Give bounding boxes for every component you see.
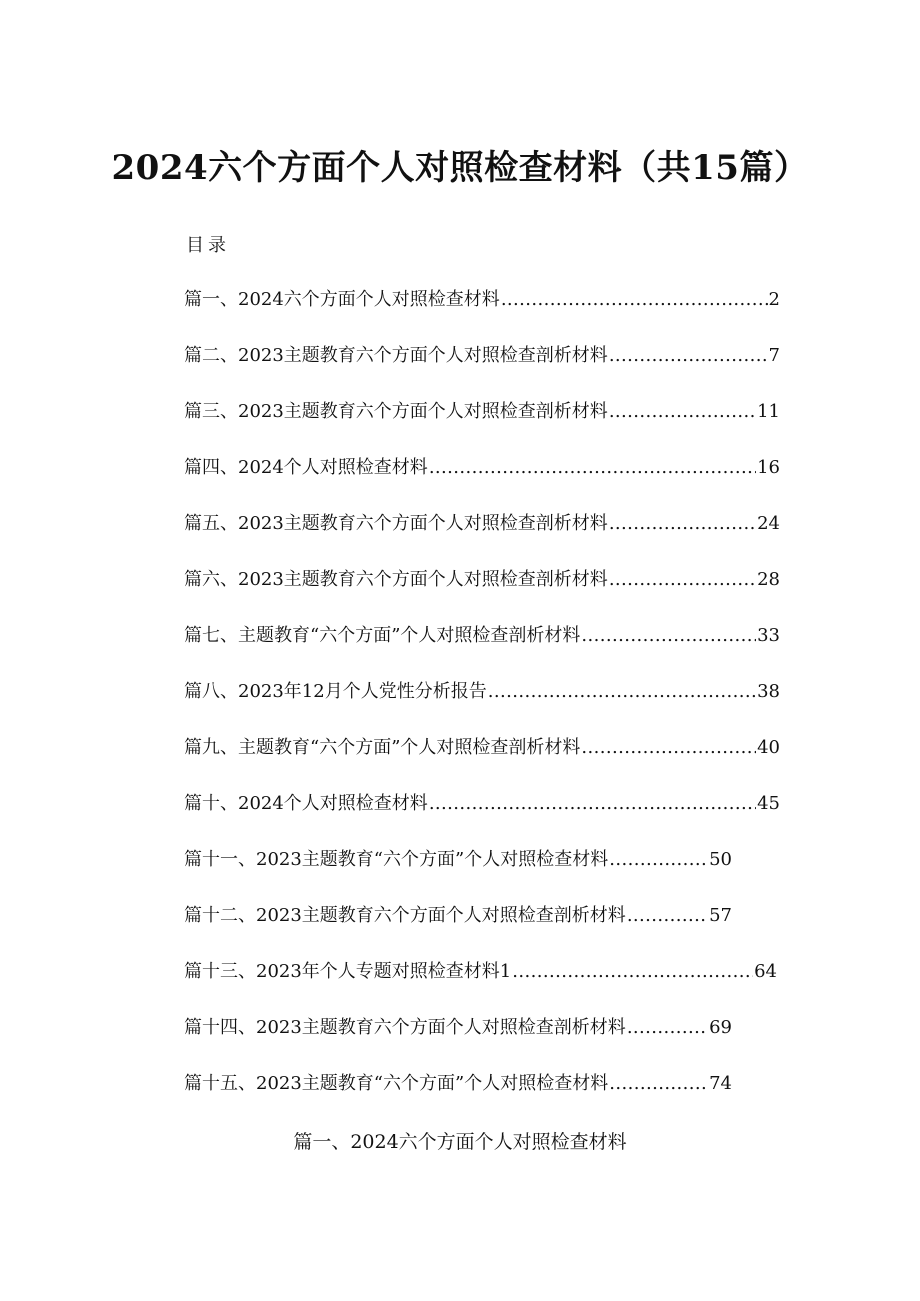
dot-leader <box>581 622 756 650</box>
toc-entry-12[interactable] <box>184 902 732 958</box>
toc-page-number: 28 <box>757 569 780 590</box>
toc-page-number: 38 <box>757 681 780 702</box>
toc-entry-7[interactable] <box>184 622 780 678</box>
toc-page-number: 7 <box>768 345 780 366</box>
toc-page-number: 57 <box>709 905 732 926</box>
dot-leader <box>627 1014 708 1042</box>
toc-entry-label: 篇二、2023主题教育六个方面个人对照检查剖析材料 <box>184 345 608 366</box>
toc-entry-2[interactable] <box>184 342 780 398</box>
toc-entry-6[interactable] <box>184 566 780 622</box>
toc-entry-label: 篇十五、2023主题教育“六个方面”个人对照检查材料 <box>184 1073 609 1094</box>
dot-leader <box>512 958 753 986</box>
dot-leader <box>581 734 756 762</box>
toc-entry-label: 篇十、2024个人对照检查材料 <box>184 793 428 814</box>
toc-entry-label: 篇十三、2023年个人专题对照检查材料1 <box>184 961 512 982</box>
toc-page-number: 69 <box>709 1017 732 1038</box>
dot-leader <box>609 342 768 370</box>
toc-entry-4[interactable] <box>184 454 780 510</box>
toc-entry-label: 篇九、主题教育“六个方面”个人对照检查剖析材料 <box>184 737 581 758</box>
toc-entry-9[interactable] <box>184 734 780 790</box>
dot-leader <box>609 1070 708 1098</box>
toc-page-number: 64 <box>754 961 777 982</box>
page-title: 2024六个方面个人对照检查材料（共15篇） <box>111 148 809 188</box>
toc-entry-label: 篇五、2023主题教育六个方面个人对照检查剖析材料 <box>184 513 608 534</box>
toc-entry-label: 篇十二、2023主题教育六个方面个人对照检查剖析材料 <box>184 905 626 926</box>
dot-leader <box>501 286 768 314</box>
toc-page-number: 50 <box>709 849 732 870</box>
toc-entry-label: 篇四、2024个人对照检查材料 <box>184 457 428 478</box>
toc-page-number: 33 <box>757 625 780 646</box>
toc-entry-label: 篇七、主题教育“六个方面”个人对照检查剖析材料 <box>184 625 581 646</box>
toc-entry-label: 篇一、2024六个方面个人对照检查材料 <box>184 289 500 310</box>
toc-entry-5[interactable] <box>184 510 780 566</box>
dot-leader <box>609 398 756 426</box>
toc-page-number: 16 <box>757 457 780 478</box>
toc-page-number: 11 <box>757 401 780 422</box>
toc-heading: 目录 <box>186 235 230 256</box>
dot-leader <box>609 510 756 538</box>
toc-entry-14[interactable] <box>184 1014 732 1070</box>
dot-leader <box>627 902 708 930</box>
toc-entry-8[interactable] <box>184 678 780 734</box>
toc-page-number: 74 <box>709 1073 732 1094</box>
dot-leader <box>429 790 756 818</box>
toc-entry-3[interactable] <box>184 398 780 454</box>
toc-entry-11[interactable] <box>184 846 732 902</box>
dot-leader <box>609 846 708 874</box>
toc-entry-label: 篇十一、2023主题教育“六个方面”个人对照检查材料 <box>184 849 609 870</box>
toc-entry-label: 篇六、2023主题教育六个方面个人对照检查剖析材料 <box>184 569 608 590</box>
toc-page-number: 2 <box>768 289 780 310</box>
toc-entry-label: 篇十四、2023主题教育六个方面个人对照检查剖析材料 <box>184 1017 626 1038</box>
toc-entry-label: 篇八、2023年12月个人党性分析报告 <box>184 681 487 702</box>
toc-entry-label: 篇三、2023主题教育六个方面个人对照检查剖析材料 <box>184 401 608 422</box>
dot-leader <box>488 678 756 706</box>
toc-page-number: 45 <box>757 793 780 814</box>
toc-entry-10[interactable] <box>184 790 780 846</box>
table-of-contents <box>184 286 780 1126</box>
toc-entry-15[interactable] <box>184 1070 732 1126</box>
toc-page-number: 40 <box>757 737 780 758</box>
dot-leader <box>609 566 756 594</box>
dot-leader <box>429 454 756 482</box>
toc-entry-1[interactable] <box>184 286 780 342</box>
section-heading: 篇一、2024六个方面个人对照检查材料 <box>293 1131 627 1153</box>
toc-entry-13[interactable] <box>184 958 777 1014</box>
toc-page-number: 24 <box>757 513 780 534</box>
